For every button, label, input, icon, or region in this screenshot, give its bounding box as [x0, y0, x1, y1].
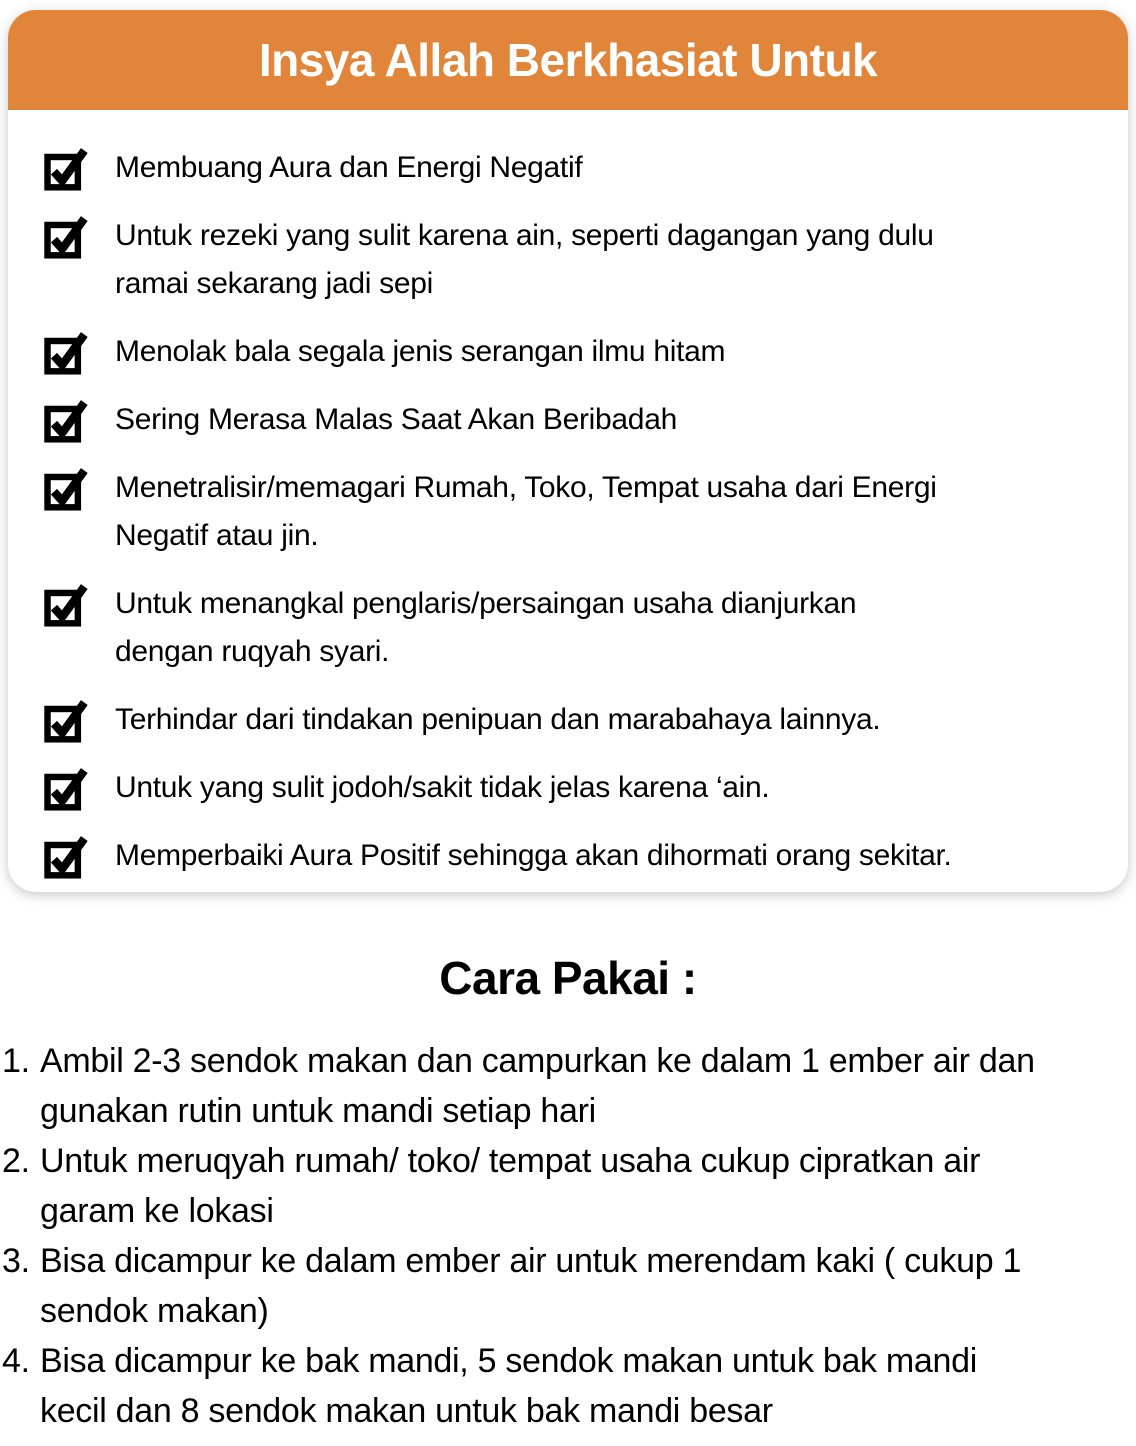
benefit-line: Membuang Aura dan Energi Negatif [115, 151, 583, 184]
benefit-text [115, 212, 934, 308]
checked-checkbox-icon [42, 832, 88, 880]
poster [0, 10, 1136, 1436]
benefit-line: Untuk menangkal penglaris/persaingan usaha dianjurkan [115, 587, 857, 620]
benefit-text [115, 696, 880, 744]
step-line: gunakan rutin untuk mandi setiap hari [40, 1092, 596, 1130]
benefit-item [42, 764, 1100, 812]
benefit-line: Menetralisir/memagari Rumah, Toko, Tempat usaha dari Energi [115, 471, 937, 504]
step-number: 2. [2, 1142, 30, 1180]
benefit-line: Memperbaiki Aura Positif sehingga akan dihormati orang sekitar. [115, 839, 952, 872]
usage-steps [0, 1036, 1136, 1436]
benefit-line: dengan ruqyah syari. [115, 635, 390, 668]
benefit-text [115, 580, 856, 676]
step-line: sendok makan) [40, 1292, 269, 1330]
checked-checkbox-icon [42, 396, 88, 444]
benefit-line: ramai sekarang jadi sepi [115, 267, 433, 300]
step-line: Ambil 2-3 sendok makan dan campurkan ke dalam 1 ember air dan [40, 1042, 1035, 1080]
checked-checkbox-icon [42, 212, 88, 260]
benefit-item [42, 144, 1100, 192]
step-number: 4. [2, 1342, 30, 1380]
benefit-line: Terhindar dari tindakan penipuan dan marabahaya lainnya. [115, 703, 881, 736]
step-line: Bisa dicampur ke dalam ember air untuk merendam kaki ( cukup 1 [40, 1242, 1022, 1280]
step-text [40, 1236, 1132, 1336]
benefit-line: Negatif atau jin. [115, 519, 319, 552]
benefit-item [42, 832, 1100, 880]
usage-step [2, 1336, 1132, 1436]
benefit-line: Untuk rezeki yang sulit karena ain, seperti dagangan yang dulu [115, 219, 934, 252]
benefit-item [42, 212, 1100, 308]
step-text [40, 1336, 1132, 1436]
benefit-item [42, 396, 1100, 444]
benefit-text [115, 396, 677, 444]
benefit-text [115, 328, 725, 376]
benefit-line: Sering Merasa Malas Saat Akan Beribadah [115, 403, 677, 436]
benefit-line: Untuk yang sulit jodoh/sakit tidak jelas karena ‘ain. [115, 771, 770, 804]
usage-heading: Cara Pakai : [439, 952, 697, 1004]
benefit-text [115, 464, 937, 560]
step-text [40, 1036, 1132, 1136]
usage-step [2, 1236, 1132, 1336]
benefits-list [8, 110, 1128, 892]
benefit-text [115, 832, 952, 880]
benefit-text [115, 764, 769, 812]
step-line: garam ke lokasi [40, 1192, 274, 1230]
step-line: Untuk meruqyah rumah/ toko/ tempat usaha cukup cipratkan air [40, 1142, 981, 1180]
checked-checkbox-icon [42, 696, 88, 744]
benefit-line: Menolak bala segala jenis serangan ilmu hitam [115, 335, 726, 368]
usage-step [2, 1136, 1132, 1236]
checked-checkbox-icon [42, 328, 88, 376]
checked-checkbox-icon [42, 580, 88, 628]
benefit-item [42, 328, 1100, 376]
card-title: Insya Allah Berkhasiat Untuk [258, 34, 878, 86]
benefits-card [8, 10, 1128, 892]
step-line: kecil dan 8 sendok makan untuk bak mandi besar [40, 1392, 773, 1430]
benefit-text [115, 144, 582, 192]
usage-step [2, 1036, 1132, 1136]
checked-checkbox-icon [42, 764, 88, 812]
benefit-item [42, 696, 1100, 744]
step-number: 3. [2, 1242, 30, 1280]
benefit-item [42, 464, 1100, 560]
benefit-item [42, 580, 1100, 676]
step-text [40, 1136, 1132, 1236]
card-header [8, 10, 1128, 110]
checked-checkbox-icon [42, 144, 88, 192]
step-number: 1. [2, 1042, 30, 1080]
step-line: Bisa dicampur ke bak mandi, 5 sendok makan untuk bak mandi [40, 1342, 978, 1380]
checked-checkbox-icon [42, 464, 88, 512]
